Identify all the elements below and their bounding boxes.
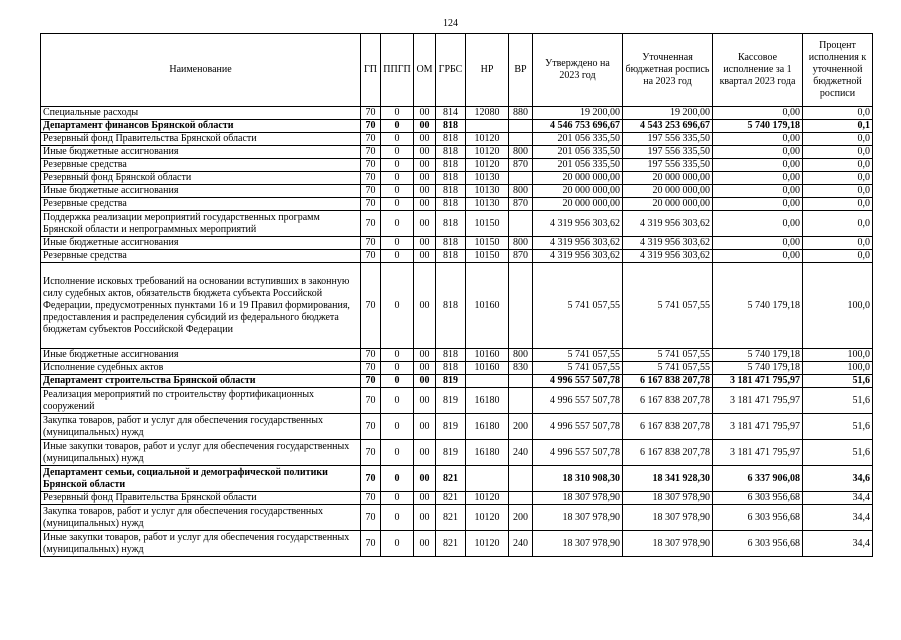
cell-cash: 6 303 956,68 bbox=[713, 505, 803, 531]
cell-vr: 800 bbox=[509, 237, 533, 250]
cell-vr: 240 bbox=[509, 531, 533, 557]
cell-om: 00 bbox=[414, 388, 436, 414]
cell-cash: 0,00 bbox=[713, 107, 803, 120]
cell-ppgp: 0 bbox=[381, 263, 414, 349]
cell-refined: 197 556 335,50 bbox=[623, 146, 713, 159]
cell-refined: 6 167 838 207,78 bbox=[623, 388, 713, 414]
cell-percent: 34,4 bbox=[803, 531, 873, 557]
cell-refined: 197 556 335,50 bbox=[623, 159, 713, 172]
cell-grbs: 818 bbox=[436, 250, 466, 263]
cell-nr bbox=[466, 375, 509, 388]
cell-name: Исполнение исковых требований на основании вступивших в законную силу судебных актов, обязательств бюджета субъекта Российской Федерации, предусмотренных пунктами 16 и 19 Правил формирования, предоставления и распределения субсидий из федерального бюджета бюджетам субъектов Российской Федерации bbox=[41, 263, 361, 349]
cell-cash: 3 181 471 795,97 bbox=[713, 375, 803, 388]
cell-vr: 880 bbox=[509, 107, 533, 120]
cell-gp: 70 bbox=[361, 198, 381, 211]
cell-gp: 70 bbox=[361, 375, 381, 388]
cell-gp: 70 bbox=[361, 349, 381, 362]
cell-cash: 0,00 bbox=[713, 172, 803, 185]
cell-nr: 10160 bbox=[466, 263, 509, 349]
header-ppgp: ППГП bbox=[381, 34, 414, 107]
cell-ppgp: 0 bbox=[381, 237, 414, 250]
table-row bbox=[41, 531, 873, 557]
table-row bbox=[41, 349, 873, 362]
cell-cash: 5 740 179,18 bbox=[713, 263, 803, 349]
header-vr: ВР bbox=[509, 34, 533, 107]
cell-name: Иные бюджетные ассигнования bbox=[41, 146, 361, 159]
cell-approved: 4 319 956 303,62 bbox=[533, 250, 623, 263]
cell-nr: 10120 bbox=[466, 492, 509, 505]
cell-ppgp: 0 bbox=[381, 172, 414, 185]
cell-gp: 70 bbox=[361, 531, 381, 557]
table-row bbox=[41, 250, 873, 263]
cell-approved: 20 000 000,00 bbox=[533, 172, 623, 185]
cell-gp: 70 bbox=[361, 440, 381, 466]
cell-gp: 70 bbox=[361, 388, 381, 414]
cell-cash: 0,00 bbox=[713, 133, 803, 146]
cell-vr: 200 bbox=[509, 505, 533, 531]
table-row bbox=[41, 362, 873, 375]
cell-gp: 70 bbox=[361, 466, 381, 492]
cell-cash: 5 740 179,18 bbox=[713, 120, 803, 133]
cell-refined: 18 307 978,90 bbox=[623, 531, 713, 557]
cell-ppgp: 0 bbox=[381, 133, 414, 146]
cell-nr bbox=[466, 120, 509, 133]
cell-grbs: 818 bbox=[436, 211, 466, 237]
cell-grbs: 821 bbox=[436, 531, 466, 557]
cell-nr: 10150 bbox=[466, 211, 509, 237]
cell-cash: 0,00 bbox=[713, 159, 803, 172]
table-row bbox=[41, 375, 873, 388]
cell-gp: 70 bbox=[361, 185, 381, 198]
table-row bbox=[41, 466, 873, 492]
cell-gp: 70 bbox=[361, 133, 381, 146]
cell-name: Иные закупки товаров, работ и услуг для обеспечения государственных (муниципальных) нужд bbox=[41, 440, 361, 466]
header-approved: Утверждено на 2023 год bbox=[533, 34, 623, 107]
cell-refined: 20 000 000,00 bbox=[623, 172, 713, 185]
cell-refined: 6 167 838 207,78 bbox=[623, 375, 713, 388]
cell-approved: 20 000 000,00 bbox=[533, 185, 623, 198]
cell-nr: 10120 bbox=[466, 531, 509, 557]
cell-approved: 201 056 335,50 bbox=[533, 159, 623, 172]
cell-ppgp: 0 bbox=[381, 375, 414, 388]
cell-ppgp: 0 bbox=[381, 388, 414, 414]
header-name: Наименование bbox=[41, 34, 361, 107]
cell-vr: 240 bbox=[509, 440, 533, 466]
cell-cash: 6 303 956,68 bbox=[713, 492, 803, 505]
cell-nr: 10120 bbox=[466, 133, 509, 146]
cell-ppgp: 0 bbox=[381, 146, 414, 159]
cell-nr: 10160 bbox=[466, 349, 509, 362]
cell-grbs: 818 bbox=[436, 349, 466, 362]
cell-ppgp: 0 bbox=[381, 414, 414, 440]
cell-grbs: 818 bbox=[436, 133, 466, 146]
table-row bbox=[41, 159, 873, 172]
cell-ppgp: 0 bbox=[381, 466, 414, 492]
cell-refined: 18 307 978,90 bbox=[623, 505, 713, 531]
cell-gp: 70 bbox=[361, 263, 381, 349]
cell-approved: 18 310 908,30 bbox=[533, 466, 623, 492]
cell-cash: 0,00 bbox=[713, 250, 803, 263]
cell-om: 00 bbox=[414, 172, 436, 185]
cell-name: Резервные средства bbox=[41, 159, 361, 172]
header-gp: ГП bbox=[361, 34, 381, 107]
cell-refined: 4 319 956 303,62 bbox=[623, 250, 713, 263]
cell-approved: 19 200,00 bbox=[533, 107, 623, 120]
cell-om: 00 bbox=[414, 146, 436, 159]
cell-percent: 100,0 bbox=[803, 349, 873, 362]
cell-refined: 20 000 000,00 bbox=[623, 185, 713, 198]
cell-ppgp: 0 bbox=[381, 107, 414, 120]
cell-cash: 6 303 956,68 bbox=[713, 531, 803, 557]
cell-approved: 18 307 978,90 bbox=[533, 492, 623, 505]
cell-grbs: 821 bbox=[436, 492, 466, 505]
cell-percent: 0,0 bbox=[803, 146, 873, 159]
cell-refined: 6 167 838 207,78 bbox=[623, 440, 713, 466]
cell-percent: 0,1 bbox=[803, 120, 873, 133]
table-row bbox=[41, 505, 873, 531]
cell-gp: 70 bbox=[361, 107, 381, 120]
cell-cash: 3 181 471 795,97 bbox=[713, 388, 803, 414]
cell-nr: 16180 bbox=[466, 440, 509, 466]
cell-refined: 4 543 253 696,67 bbox=[623, 120, 713, 133]
cell-name: Поддержка реализации мероприятий государственных программ Брянской области и непрограммных мероприятий bbox=[41, 211, 361, 237]
cell-vr bbox=[509, 172, 533, 185]
cell-percent: 0,0 bbox=[803, 250, 873, 263]
cell-om: 00 bbox=[414, 185, 436, 198]
cell-om: 00 bbox=[414, 107, 436, 120]
cell-om: 00 bbox=[414, 531, 436, 557]
cell-name: Департамент финансов Брянской области bbox=[41, 120, 361, 133]
table-row bbox=[41, 107, 873, 120]
cell-om: 00 bbox=[414, 440, 436, 466]
table-row bbox=[41, 237, 873, 250]
cell-percent: 0,0 bbox=[803, 237, 873, 250]
cell-nr: 10120 bbox=[466, 159, 509, 172]
cell-nr: 10130 bbox=[466, 185, 509, 198]
cell-name: Иные бюджетные ассигнования bbox=[41, 185, 361, 198]
cell-grbs: 818 bbox=[436, 146, 466, 159]
cell-approved: 201 056 335,50 bbox=[533, 146, 623, 159]
cell-name: Резервные средства bbox=[41, 250, 361, 263]
cell-approved: 4 996 557 507,78 bbox=[533, 388, 623, 414]
cell-cash: 0,00 bbox=[713, 211, 803, 237]
cell-percent: 51,6 bbox=[803, 440, 873, 466]
cell-refined: 6 167 838 207,78 bbox=[623, 414, 713, 440]
cell-percent: 0,0 bbox=[803, 211, 873, 237]
cell-name: Закупка товаров, работ и услуг для обеспечения государственных (муниципальных) нужд bbox=[41, 414, 361, 440]
cell-percent: 0,0 bbox=[803, 172, 873, 185]
table-row bbox=[41, 198, 873, 211]
cell-gp: 70 bbox=[361, 414, 381, 440]
cell-grbs: 818 bbox=[436, 362, 466, 375]
cell-grbs: 818 bbox=[436, 185, 466, 198]
cell-ppgp: 0 bbox=[381, 505, 414, 531]
cell-percent: 0,0 bbox=[803, 133, 873, 146]
cell-nr: 10120 bbox=[466, 146, 509, 159]
cell-vr bbox=[509, 375, 533, 388]
cell-vr: 870 bbox=[509, 159, 533, 172]
cell-vr bbox=[509, 120, 533, 133]
cell-vr bbox=[509, 388, 533, 414]
cell-nr: 16180 bbox=[466, 414, 509, 440]
cell-ppgp: 0 bbox=[381, 531, 414, 557]
cell-vr: 870 bbox=[509, 250, 533, 263]
cell-ppgp: 0 bbox=[381, 362, 414, 375]
cell-approved: 5 741 057,55 bbox=[533, 349, 623, 362]
cell-approved: 201 056 335,50 bbox=[533, 133, 623, 146]
cell-nr: 16180 bbox=[466, 388, 509, 414]
cell-percent: 0,0 bbox=[803, 107, 873, 120]
cell-refined: 197 556 335,50 bbox=[623, 133, 713, 146]
cell-name: Специальные расходы bbox=[41, 107, 361, 120]
table-row bbox=[41, 172, 873, 185]
cell-om: 00 bbox=[414, 505, 436, 531]
cell-vr bbox=[509, 133, 533, 146]
cell-gp: 70 bbox=[361, 146, 381, 159]
header-grbs: ГРБС bbox=[436, 34, 466, 107]
cell-percent: 34,4 bbox=[803, 492, 873, 505]
cell-grbs: 821 bbox=[436, 505, 466, 531]
cell-refined: 4 319 956 303,62 bbox=[623, 211, 713, 237]
cell-om: 00 bbox=[414, 133, 436, 146]
cell-grbs: 819 bbox=[436, 414, 466, 440]
cell-grbs: 818 bbox=[436, 237, 466, 250]
cell-om: 00 bbox=[414, 250, 436, 263]
cell-om: 00 bbox=[414, 375, 436, 388]
cell-percent: 0,0 bbox=[803, 159, 873, 172]
cell-ppgp: 0 bbox=[381, 211, 414, 237]
cell-gp: 70 bbox=[361, 211, 381, 237]
cell-om: 00 bbox=[414, 120, 436, 133]
budget-execution-table bbox=[40, 33, 873, 557]
table-row bbox=[41, 492, 873, 505]
table-row bbox=[41, 414, 873, 440]
table-row bbox=[41, 185, 873, 198]
cell-ppgp: 0 bbox=[381, 120, 414, 133]
cell-cash: 5 740 179,18 bbox=[713, 362, 803, 375]
cell-om: 00 bbox=[414, 362, 436, 375]
cell-approved: 4 319 956 303,62 bbox=[533, 237, 623, 250]
cell-percent: 0,0 bbox=[803, 198, 873, 211]
cell-grbs: 818 bbox=[436, 172, 466, 185]
cell-gp: 70 bbox=[361, 492, 381, 505]
cell-refined: 5 741 057,55 bbox=[623, 349, 713, 362]
cell-vr bbox=[509, 492, 533, 505]
cell-nr: 10160 bbox=[466, 362, 509, 375]
cell-ppgp: 0 bbox=[381, 440, 414, 466]
cell-ppgp: 0 bbox=[381, 250, 414, 263]
cell-om: 00 bbox=[414, 211, 436, 237]
table-row bbox=[41, 211, 873, 237]
cell-percent: 100,0 bbox=[803, 362, 873, 375]
cell-om: 00 bbox=[414, 263, 436, 349]
cell-name: Резервные средства bbox=[41, 198, 361, 211]
table-row bbox=[41, 133, 873, 146]
cell-approved: 5 741 057,55 bbox=[533, 263, 623, 349]
cell-vr: 800 bbox=[509, 185, 533, 198]
cell-cash: 0,00 bbox=[713, 185, 803, 198]
cell-grbs: 818 bbox=[436, 198, 466, 211]
cell-grbs: 819 bbox=[436, 375, 466, 388]
cell-om: 00 bbox=[414, 492, 436, 505]
cell-percent: 34,4 bbox=[803, 505, 873, 531]
cell-vr: 870 bbox=[509, 198, 533, 211]
table-header-row bbox=[41, 34, 873, 107]
cell-vr bbox=[509, 211, 533, 237]
cell-approved: 20 000 000,00 bbox=[533, 198, 623, 211]
cell-ppgp: 0 bbox=[381, 492, 414, 505]
header-percent: Процент исполнения к уточненной бюджетной росписи bbox=[803, 34, 873, 107]
cell-ppgp: 0 bbox=[381, 198, 414, 211]
cell-refined: 19 200,00 bbox=[623, 107, 713, 120]
cell-grbs: 821 bbox=[436, 466, 466, 492]
cell-grbs: 814 bbox=[436, 107, 466, 120]
cell-refined: 4 319 956 303,62 bbox=[623, 237, 713, 250]
cell-refined: 18 307 978,90 bbox=[623, 492, 713, 505]
cell-ppgp: 0 bbox=[381, 185, 414, 198]
cell-om: 00 bbox=[414, 414, 436, 440]
table-row bbox=[41, 263, 873, 349]
cell-name: Иные бюджетные ассигнования bbox=[41, 237, 361, 250]
cell-percent: 51,6 bbox=[803, 375, 873, 388]
cell-nr: 12080 bbox=[466, 107, 509, 120]
cell-om: 00 bbox=[414, 466, 436, 492]
table-row bbox=[41, 146, 873, 159]
cell-cash: 0,00 bbox=[713, 237, 803, 250]
cell-nr: 10150 bbox=[466, 250, 509, 263]
cell-gp: 70 bbox=[361, 120, 381, 133]
cell-approved: 4 996 557 507,78 bbox=[533, 375, 623, 388]
header-refined: Уточненная бюджетная роспись на 2023 год bbox=[623, 34, 713, 107]
cell-approved: 4 996 557 507,78 bbox=[533, 440, 623, 466]
cell-grbs: 818 bbox=[436, 263, 466, 349]
cell-gp: 70 bbox=[361, 362, 381, 375]
cell-name: Реализация мероприятий по строительству фортификационных сооружений bbox=[41, 388, 361, 414]
cell-vr: 200 bbox=[509, 414, 533, 440]
header-om: ОМ bbox=[414, 34, 436, 107]
cell-gp: 70 bbox=[361, 172, 381, 185]
table-row bbox=[41, 388, 873, 414]
cell-percent: 0,0 bbox=[803, 185, 873, 198]
cell-name: Иные закупки товаров, работ и услуг для обеспечения государственных (муниципальных) нужд bbox=[41, 531, 361, 557]
cell-cash: 5 740 179,18 bbox=[713, 349, 803, 362]
header-nr: НР bbox=[466, 34, 509, 107]
cell-approved: 18 307 978,90 bbox=[533, 505, 623, 531]
cell-ppgp: 0 bbox=[381, 349, 414, 362]
page-number: 124 bbox=[443, 18, 458, 29]
cell-name: Закупка товаров, работ и услуг для обеспечения государственных (муниципальных) нужд bbox=[41, 505, 361, 531]
cell-name: Резервный фонд Правительства Брянской области bbox=[41, 133, 361, 146]
cell-nr: 10130 bbox=[466, 198, 509, 211]
cell-grbs: 819 bbox=[436, 388, 466, 414]
cell-approved: 18 307 978,90 bbox=[533, 531, 623, 557]
cell-approved: 4 996 557 507,78 bbox=[533, 414, 623, 440]
cell-name: Департамент семьи, социальной и демографической политики Брянской области bbox=[41, 466, 361, 492]
cell-nr bbox=[466, 466, 509, 492]
cell-cash: 0,00 bbox=[713, 198, 803, 211]
cell-cash: 0,00 bbox=[713, 146, 803, 159]
cell-refined: 5 741 057,55 bbox=[623, 263, 713, 349]
cell-gp: 70 bbox=[361, 505, 381, 531]
cell-nr: 10150 bbox=[466, 237, 509, 250]
cell-ppgp: 0 bbox=[381, 159, 414, 172]
cell-om: 00 bbox=[414, 349, 436, 362]
cell-om: 00 bbox=[414, 198, 436, 211]
cell-grbs: 819 bbox=[436, 440, 466, 466]
cell-percent: 34,6 bbox=[803, 466, 873, 492]
cell-approved: 4 546 753 696,67 bbox=[533, 120, 623, 133]
cell-name: Резервный фонд Брянской области bbox=[41, 172, 361, 185]
cell-approved: 4 319 956 303,62 bbox=[533, 211, 623, 237]
cell-name: Резервный фонд Правительства Брянской области bbox=[41, 492, 361, 505]
cell-om: 00 bbox=[414, 237, 436, 250]
cell-grbs: 818 bbox=[436, 120, 466, 133]
cell-gp: 70 bbox=[361, 159, 381, 172]
cell-gp: 70 bbox=[361, 250, 381, 263]
cell-name: Исполнение судебных актов bbox=[41, 362, 361, 375]
cell-vr: 800 bbox=[509, 146, 533, 159]
table-row bbox=[41, 440, 873, 466]
header-cash: Кассовое исполнение за 1 квартал 2023 года bbox=[713, 34, 803, 107]
cell-vr: 830 bbox=[509, 362, 533, 375]
cell-cash: 6 337 906,08 bbox=[713, 466, 803, 492]
cell-nr: 10130 bbox=[466, 172, 509, 185]
cell-gp: 70 bbox=[361, 237, 381, 250]
cell-percent: 100,0 bbox=[803, 263, 873, 349]
cell-grbs: 818 bbox=[436, 159, 466, 172]
cell-cash: 3 181 471 795,97 bbox=[713, 414, 803, 440]
cell-nr: 10120 bbox=[466, 505, 509, 531]
cell-refined: 5 741 057,55 bbox=[623, 362, 713, 375]
cell-cash: 3 181 471 795,97 bbox=[713, 440, 803, 466]
cell-refined: 20 000 000,00 bbox=[623, 198, 713, 211]
cell-vr: 800 bbox=[509, 349, 533, 362]
cell-vr bbox=[509, 466, 533, 492]
cell-percent: 51,6 bbox=[803, 414, 873, 440]
cell-om: 00 bbox=[414, 159, 436, 172]
cell-refined: 18 341 928,30 bbox=[623, 466, 713, 492]
cell-vr bbox=[509, 263, 533, 349]
table-row bbox=[41, 120, 873, 133]
cell-approved: 5 741 057,55 bbox=[533, 362, 623, 375]
cell-name: Департамент строительства Брянской области bbox=[41, 375, 361, 388]
cell-percent: 51,6 bbox=[803, 388, 873, 414]
cell-name: Иные бюджетные ассигнования bbox=[41, 349, 361, 362]
